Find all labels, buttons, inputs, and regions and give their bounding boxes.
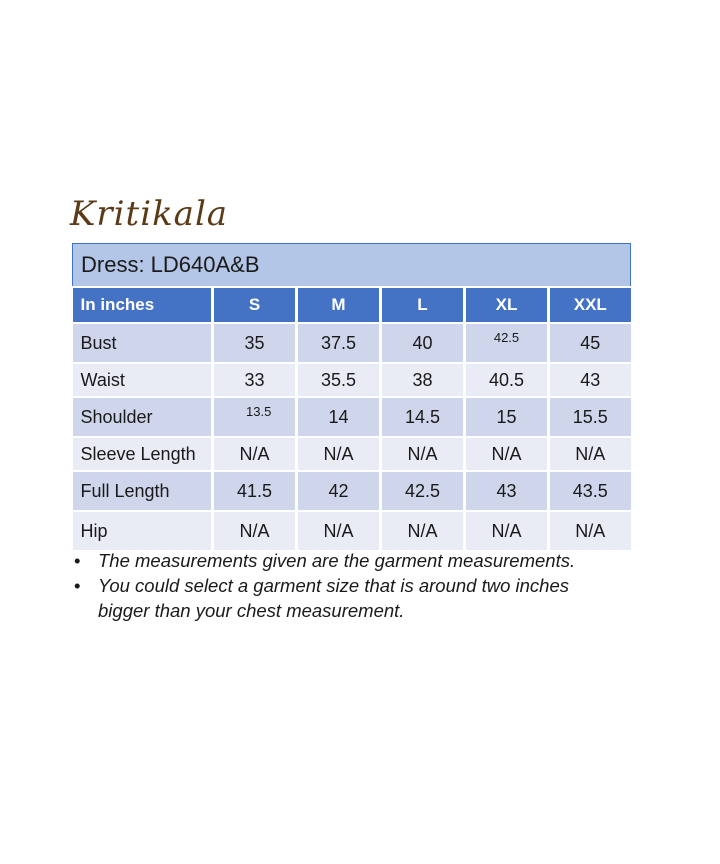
cell: 15.5 [549, 397, 631, 437]
table-title: Dress: LD640A&B [73, 244, 631, 288]
cell: N/A [297, 437, 381, 471]
cell: N/A [213, 437, 297, 471]
cell: 43.5 [549, 471, 631, 511]
table-row [73, 397, 631, 437]
cell: N/A [297, 511, 381, 550]
cell: N/A [381, 437, 465, 471]
cell: 43 [549, 363, 631, 397]
cell: 35.5 [297, 363, 381, 397]
row-label: Hip [73, 511, 213, 550]
table-row [73, 511, 631, 550]
table-row [73, 471, 631, 511]
note-text: You could select a garment size that is around two inches bigger than your chest measurement. [98, 575, 569, 621]
cell: 45 [549, 323, 631, 363]
row-label: Bust [73, 323, 213, 363]
header-size-m: M [297, 287, 381, 323]
row-label: Shoulder [73, 397, 213, 437]
cell: 40 [381, 323, 465, 363]
cell: N/A [381, 511, 465, 550]
bullet-icon: • [74, 575, 81, 596]
cell: N/A [549, 437, 631, 471]
table-row [73, 437, 631, 471]
note-item [74, 548, 674, 573]
header-size-l: L [381, 287, 465, 323]
cell: N/A [549, 511, 631, 550]
row-label: Waist [73, 363, 213, 397]
cell: N/A [213, 511, 297, 550]
table-header-row [73, 287, 631, 323]
cell: 33 [213, 363, 297, 397]
row-label: Full Length [73, 471, 213, 511]
header-size-xl: XL [465, 287, 549, 323]
cell: 41.5 [213, 471, 297, 511]
cell: 43 [465, 471, 549, 511]
cell: 42.5 [465, 323, 549, 363]
cell: 42 [297, 471, 381, 511]
cell: 40.5 [465, 363, 549, 397]
cell: 42.5 [381, 471, 465, 511]
size-chart-table [72, 243, 631, 550]
cell: 35 [213, 323, 297, 363]
note-text: The measurements given are the garment measurements. [98, 550, 576, 571]
header-size-xxl: XXL [549, 287, 631, 323]
cell: 37.5 [297, 323, 381, 363]
table-row [73, 363, 631, 397]
cell: N/A [465, 511, 549, 550]
notes-list [74, 548, 674, 623]
bullet-icon: • [74, 550, 81, 571]
table-row [73, 323, 631, 363]
cell: 13.5 [213, 397, 297, 437]
row-label: Sleeve Length [73, 437, 213, 471]
cell: 14.5 [381, 397, 465, 437]
cell: 14 [297, 397, 381, 437]
note-item [74, 573, 598, 623]
header-size-s: S [213, 287, 297, 323]
header-unit: In inches [73, 287, 213, 323]
brand-logo: Kritikala [70, 194, 229, 234]
cell: 15 [465, 397, 549, 437]
cell: N/A [465, 437, 549, 471]
cell: 38 [381, 363, 465, 397]
